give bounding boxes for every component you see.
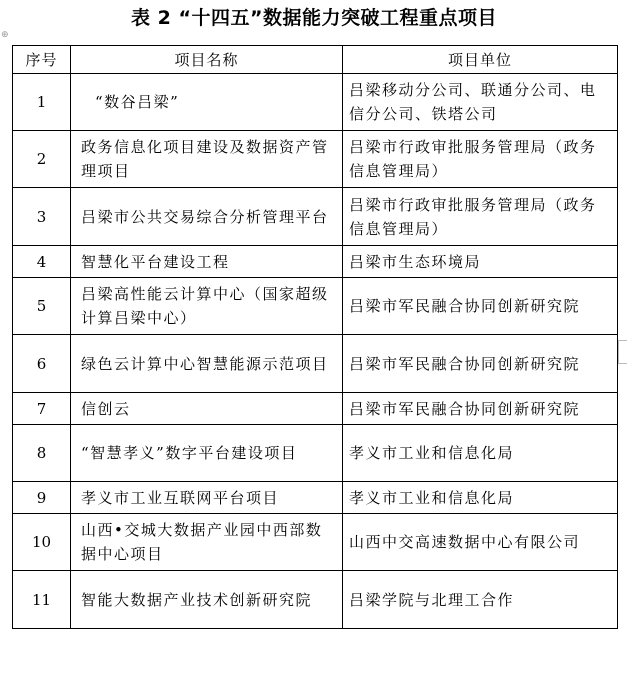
row-index: 10 [13,514,71,571]
table-row [13,188,618,246]
row-index: 11 [13,571,71,629]
table-row [13,74,618,131]
table-header-row [13,46,618,74]
row-project-name: 政务信息化项目建设及数据资产管理项目 [71,131,343,188]
header-index: 序号 [13,46,71,74]
row-project-name: 孝义市工业互联网平台项目 [71,482,343,514]
table-row [13,246,618,278]
row-project-name: 吕梁高性能云计算中心（国家超级计算吕梁中心） [71,278,343,335]
table-row [13,335,618,393]
header-project-name: 项目名称 [71,46,343,74]
table-title: 表 2 “十四五”数据能力突破工程重点项目 [131,7,497,29]
row-project-name: 智慧化平台建设工程 [71,246,343,278]
row-index: 3 [13,188,71,246]
row-project-name: 智能大数据产业技术创新研究院 [71,571,343,629]
row-project-unit: 吕梁市军民融合协同创新研究院 [343,335,618,393]
row-index: 6 [13,335,71,393]
table-row [13,393,618,425]
row-project-unit: 吕梁市生态环境局 [343,246,618,278]
table-row [13,131,618,188]
margin-bracket-icon [618,340,627,364]
row-project-unit: 吕梁市行政审批服务管理局（政务信息管理局） [343,188,618,246]
row-project-unit: 吕梁移动分公司、联通分公司、电信分公司、铁塔公司 [343,74,618,131]
header-project-unit: 项目单位 [343,46,618,74]
table-row [13,571,618,629]
row-project-name: “数谷吕梁” [71,74,343,131]
row-index: 9 [13,482,71,514]
row-index: 1 [13,74,71,131]
row-project-unit: 吕梁市行政审批服务管理局（政务信息管理局） [343,131,618,188]
row-project-unit: 吕梁学院与北理工合作 [343,571,618,629]
key-projects-table [12,45,618,629]
row-project-unit: 孝义市工业和信息化局 [343,425,618,482]
row-project-name: 信创云 [71,393,343,425]
row-project-name: 绿色云计算中心智慧能源示范项目 [71,335,343,393]
row-index: 4 [13,246,71,278]
table-row [13,278,618,335]
cross-reference-marker-icon: ⊕ [1,30,9,40]
row-project-unit: 吕梁市军民融合协同创新研究院 [343,278,618,335]
row-index: 5 [13,278,71,335]
row-index: 7 [13,393,71,425]
table-row [13,425,618,482]
table-row [13,482,618,514]
table-row [13,514,618,571]
row-project-name: “智慧孝义”数字平台建设项目 [71,425,343,482]
row-project-unit: 孝义市工业和信息化局 [343,482,618,514]
row-project-name: 山西•交城大数据产业园中西部数据中心项目 [71,514,343,571]
row-project-unit: 吕梁市军民融合协同创新研究院 [343,393,618,425]
row-index: 8 [13,425,71,482]
row-project-unit: 山西中交高速数据中心有限公司 [343,514,618,571]
row-index: 2 [13,131,71,188]
row-project-name: 吕梁市公共交易综合分析管理平台 [71,188,343,246]
